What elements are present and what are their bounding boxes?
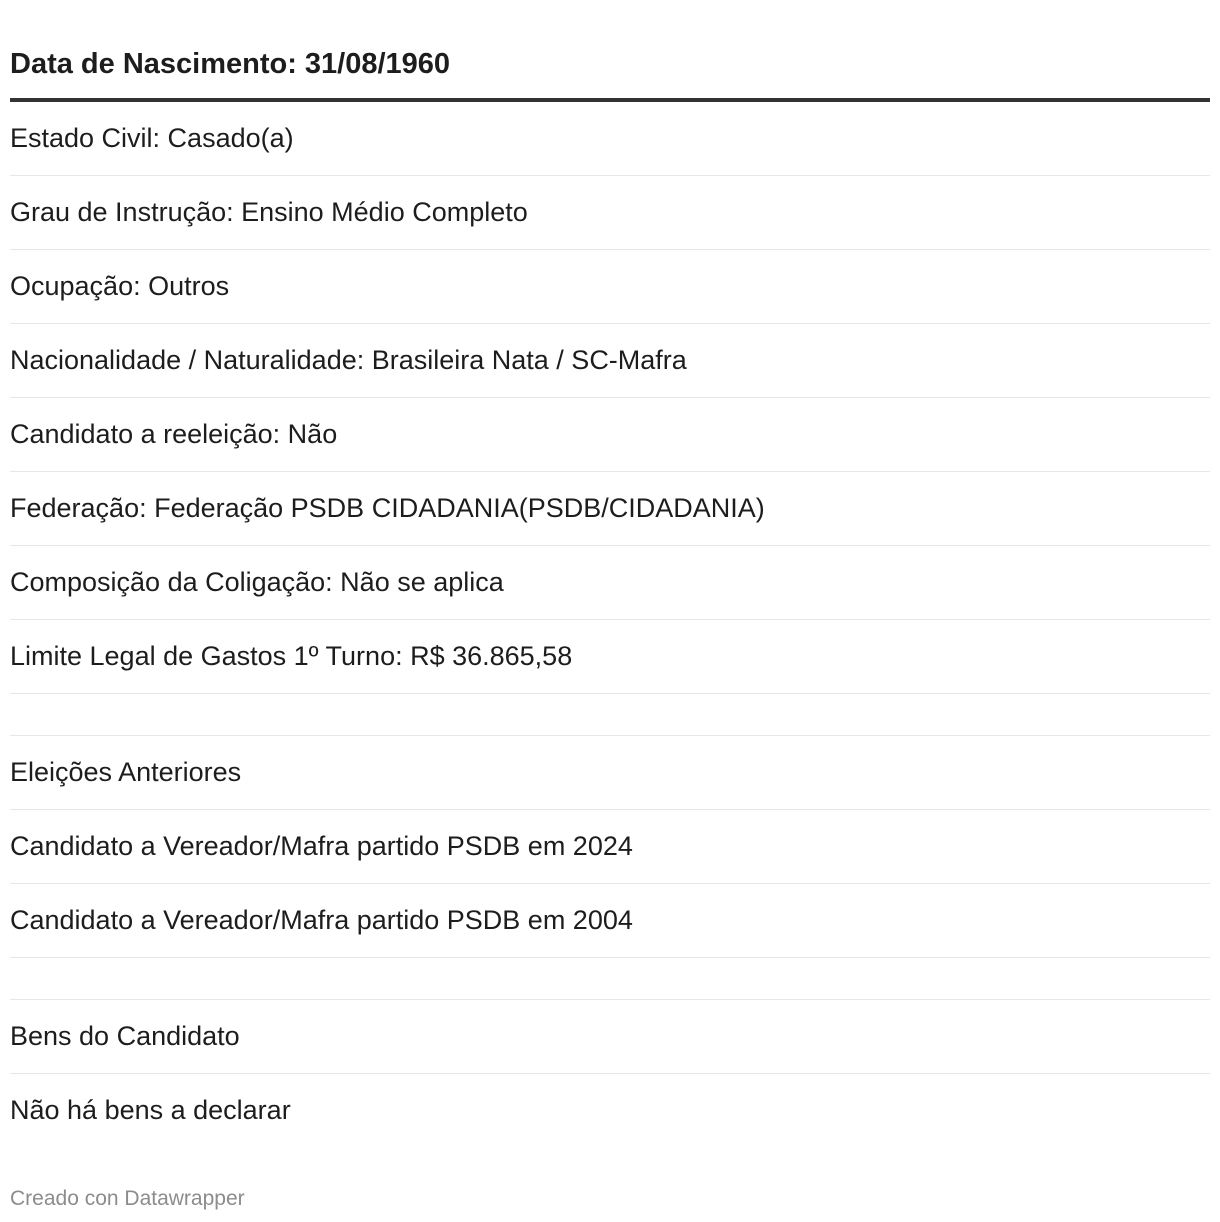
table-row-label: Estado Civil: Casado(a) [10, 123, 294, 153]
table-row-marital-status [10, 102, 1210, 176]
table-row-reelection [10, 398, 1210, 472]
table-row-spending-limit [10, 620, 1210, 694]
table-row-education [10, 176, 1210, 250]
datawrapper-credit[interactable]: Creado con Datawrapper [10, 1187, 245, 1210]
info-table [10, 0, 1210, 1147]
table-row-spacer [10, 958, 1210, 1000]
table-row-federation [10, 472, 1210, 546]
table-row-label: Bens do Candidato [10, 1021, 240, 1051]
table-row-label: Federação: Federação PSDB CIDADANIA(PSDB/CIDADANIA) [10, 493, 765, 523]
table-row-label: Nacionalidade / Naturalidade: Brasileira Nata / SC-Mafra [10, 345, 687, 375]
table-row-previous-election [10, 884, 1210, 958]
table-row-label: Candidato a Vereador/Mafra partido PSDB em 2024 [10, 831, 633, 861]
table-row-spacer [10, 694, 1210, 736]
table-row-nationality [10, 324, 1210, 398]
table-row-label: Eleições Anteriores [10, 757, 242, 787]
table-row-occupation [10, 250, 1210, 324]
table-header-label: Data de Nascimento: 31/08/1960 [10, 48, 451, 80]
table-row-label: Candidato a Vereador/Mafra partido PSDB em 2004 [10, 905, 633, 935]
table-row-label: Candidato a reeleição: Não [10, 419, 338, 449]
table-header [10, 0, 1210, 102]
table-row-label: Não há bens a declarar [10, 1095, 291, 1125]
table-row-label: Ocupação: Outros [10, 271, 230, 301]
table-row-label: Composição da Coligação: Não se aplica [10, 567, 504, 597]
table-row-previous-election [10, 810, 1210, 884]
table-row-assets-heading [10, 1000, 1210, 1074]
table-row-label: Grau de Instrução: Ensino Médio Completo [10, 197, 528, 227]
table-row-coalition [10, 546, 1210, 620]
table-row-assets [10, 1074, 1210, 1147]
table-row-previous-elections-heading [10, 736, 1210, 810]
table-row-label: Limite Legal de Gastos 1º Turno: R$ 36.865,58 [10, 641, 573, 671]
